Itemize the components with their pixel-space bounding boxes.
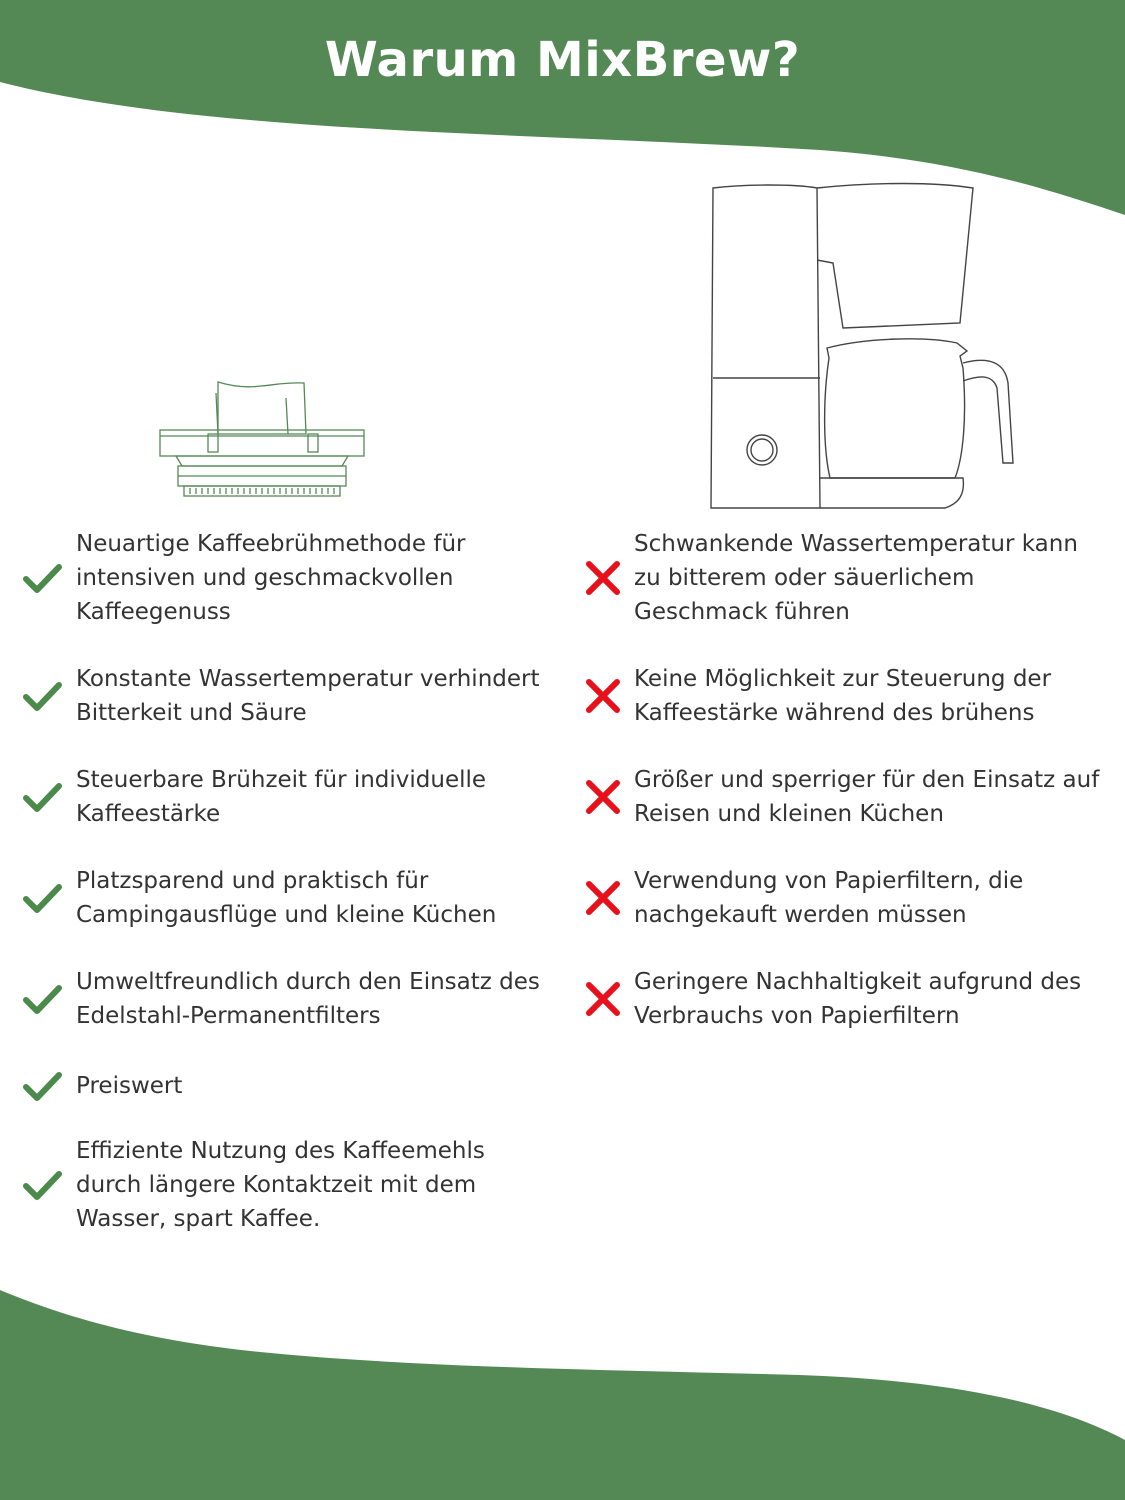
pro-item: [22, 662, 556, 730]
cross-icon: [583, 878, 627, 918]
page-title: Warum MixBrew?: [324, 32, 801, 88]
cross-icon: [583, 676, 627, 716]
check-icon: [22, 979, 66, 1019]
pro-text: Neuartige Kaffeebrühmethode für intensiven und geschmackvollen Kaffeegenuss: [76, 531, 466, 625]
con-text: Verwendung von Papierfiltern, die nachgekauft werden müssen: [634, 868, 1024, 928]
check-icon: [22, 1066, 66, 1106]
con-item: [583, 763, 1109, 831]
check-icon: [22, 777, 66, 817]
pro-item: [22, 864, 556, 932]
pro-text: Effiziente Nutzung des Kaffeemehls durch längere Kontaktzeit mit dem Wasser, spart Kaffee.: [76, 1138, 485, 1232]
con-text: Geringere Nachhaltigkeit aufgrund des Verbrauchs von Papierfiltern: [634, 969, 1082, 1029]
pro-text: Konstante Wassertemperatur verhindert Bitterkeit und Säure: [76, 666, 540, 726]
pro-text: Umweltfreundlich durch den Einsatz des Edelstahl-Permanentfilters: [76, 969, 540, 1029]
con-item: [583, 965, 1109, 1033]
pro-item: [22, 1066, 556, 1106]
mixbrew-filter-illustration: [156, 378, 368, 502]
pro-item: [22, 965, 556, 1033]
check-icon: [22, 558, 66, 598]
pro-item: [22, 1134, 556, 1236]
pro-item: [22, 527, 556, 629]
pro-text: Steuerbare Brühzeit für individuelle Kaffeestärke: [76, 767, 487, 827]
coffee-machine-illustration: [705, 178, 1020, 513]
con-item: [583, 864, 1109, 932]
check-icon: [22, 676, 66, 716]
check-icon: [22, 878, 66, 918]
pro-item: [22, 763, 556, 831]
cross-icon: [583, 558, 627, 598]
pro-text: Platzsparend und praktisch für Campingausflüge und kleine Küchen: [76, 868, 497, 928]
con-item: [583, 527, 1109, 629]
con-item: [583, 662, 1109, 730]
con-text: Schwankende Wassertemperatur kann zu bitterem oder säuerlichem Geschmack führen: [634, 531, 1078, 625]
check-icon: [22, 1165, 66, 1205]
bottom-wave-banner: [0, 1290, 1125, 1500]
con-text: Keine Möglichkeit zur Steuerung der Kaffeestärke während des brühens: [634, 666, 1052, 726]
con-text: Größer und sperriger für den Einsatz auf Reisen und kleinen Küchen: [634, 767, 1100, 827]
cross-icon: [583, 979, 627, 1019]
cross-icon: [583, 777, 627, 817]
pro-text: Preiswert: [76, 1073, 183, 1099]
